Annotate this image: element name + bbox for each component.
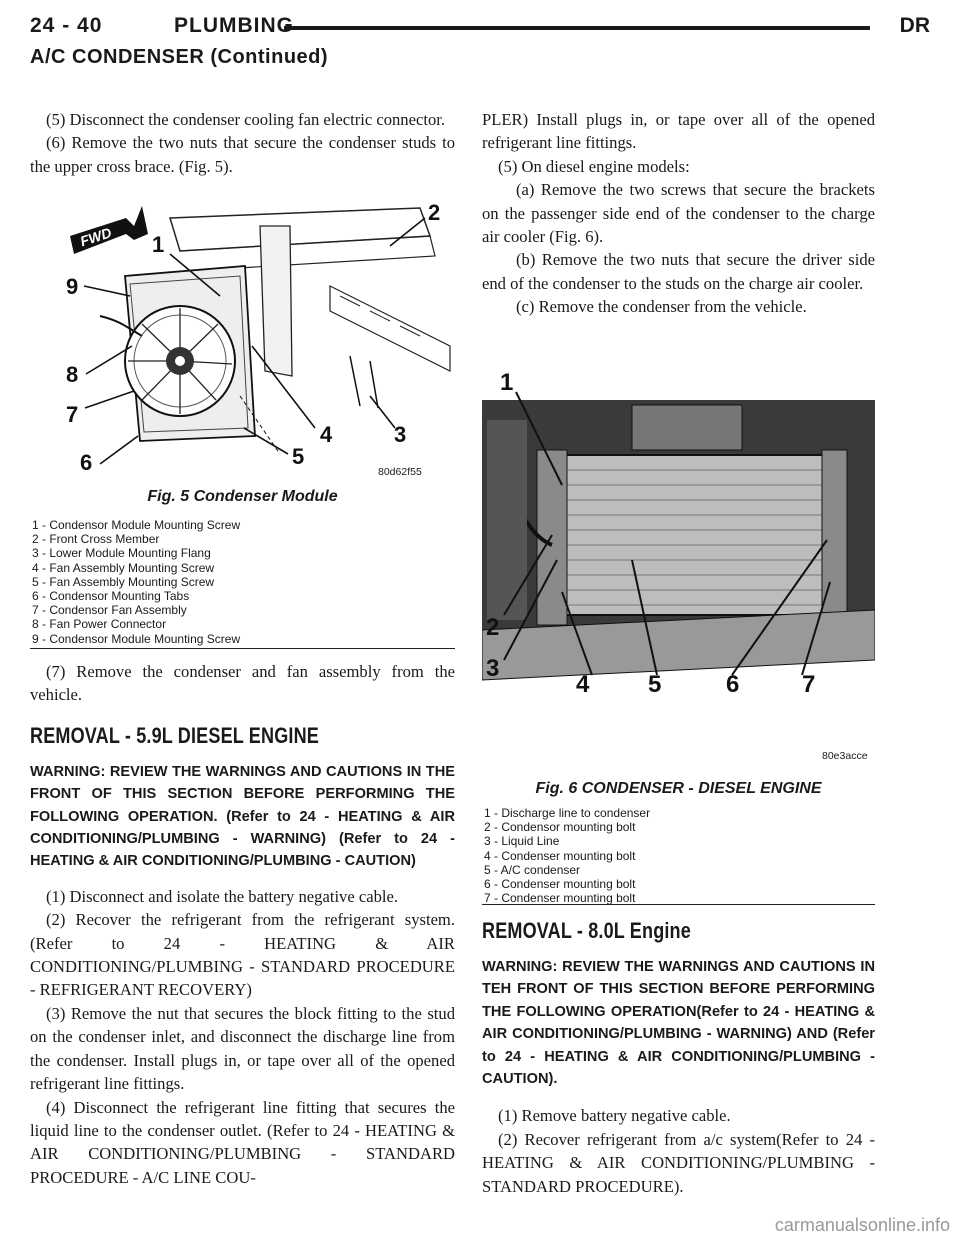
fig6-legend-item: 2 - Condensor mounting bolt [484,820,636,835]
step-5c: (c) Remove the condenser from the vehicle. [516,297,807,317]
fig6-legend-item: 6 - Condenser mounting bolt [484,877,636,892]
para-6: (6) Remove the two nuts that secure the condenser studs to the upper cross brace. (Fig. 5). [30,133,455,176]
left-lower-text [30,660,455,1189]
fig6-callout-2: 2 [486,614,500,641]
fig5-callout-5: 5 [292,444,305,469]
page-number: 24 - 40 [30,14,103,37]
fig5-caption: Fig. 5 Condenser Module [147,488,338,505]
step-5: (5) On diesel engine models: [498,156,690,176]
fig6-legend-item: 4 - Condenser mounting bolt [484,848,636,863]
step-3-diesel: (3) Remove the nut that secures the block fitting to the stud on the condenser inlet, and disconnect the discharge line from the condenser. Install plugs in, or tape over all of the opened refrigerant line fittings. [30,1003,455,1094]
fig5-bottom-rule [30,648,455,649]
continued-title: A/C CONDENSER (Continued) [30,46,329,68]
figure-6 [482,360,875,905]
left-top-text [30,108,455,178]
fig6-code: 80e3acce [822,750,868,762]
fig6-bottom-rule [482,904,875,905]
fig5-legend-item: 8 - Fan Power Connector [32,617,167,632]
warning-diesel: WARNING: REVIEW THE WARNINGS AND CAUTIONS IN THE FRONT OF THIS SECTION BEFORE PERFORMING THE FOLLOWING OPERATION. (Refer to 24 - HEATING & AIR CONDITIONING/PLUMBING - WARNING) (Refer to 24 - HEATING & AIR CONDITIONING/PLUMBING - CAUTION) [30,763,455,870]
fig5-callout-7: 7 [66,402,79,427]
step-4-diesel: (4) Disconnect the refrigerant line fitting that secures the liquid line to the condenser outlet. (Refer to 24 - HEATING & AIR CONDITIONING/PLUMBING - STANDARD PROCEDURE - A/C LINE COU- [30,1097,455,1187]
right-lower-text [482,918,875,1198]
fig6-callout-4: 4 [576,671,590,698]
step-5b: (b) Remove the two nuts that secure the driver side end of the condenser to the studs on the charge air cooler. [482,250,875,293]
step-2-8l: (2) Recover refrigerant from a/c system(Refer to 24 - HEATING & AIR CONDITIONING/PLUMBING - STANDARD PROCEDURE). [482,1129,875,1196]
fig5-callout-6: 6 [80,450,93,475]
page-header [30,14,930,50]
figure-5 [30,196,455,651]
fig5-legend-item: 5 - Fan Assembly Mounting Screw [32,574,215,589]
para-7: (7) Remove the condenser and fan assembly from the vehicle. [30,662,455,705]
diesel-condenser-photo [482,360,875,740]
fig6-legend-item: 7 - Condenser mounting bolt [484,891,636,906]
fig5-legend-item: 3 - Lower Module Mounting Flang [32,546,211,561]
heading-removal-diesel: REMOVAL - 5.9L DIESEL ENGINE [30,722,319,748]
fig6-legend-item: 5 - A/C condenser [484,862,581,877]
fig6-legend-item: 3 - Liquid Line [484,834,560,849]
fig5-legend-item: 2 - Front Cross Member [32,532,160,547]
para-5: (5) Disconnect the condenser cooling fan electric connector. [46,110,446,129]
step-1-8l: (1) Remove battery negative cable. [498,1106,731,1126]
fig6-callout-3: 3 [486,655,500,682]
step-5a: (a) Remove the two screws that secure the brackets on the passenger side end of the condenser to the charge air cooler (Fig. 6). [482,180,875,247]
fig6-caption: Fig. 6 CONDENSER - DIESEL ENGINE [535,780,822,797]
step-1-diesel: (1) Disconnect and isolate the battery negative cable. [46,886,399,906]
fig6-callout-5: 5 [648,671,662,698]
fig5-code: 80d62f55 [378,466,422,478]
fig5-callout-9: 9 [66,274,79,299]
fig6-callout-6: 6 [726,671,740,698]
fig6-legend [484,806,874,905]
fig5-callout-2: 2 [428,200,441,225]
section-title: PLUMBING [174,14,294,37]
fig5-legend-item: 1 - Condensor Module Mounting Screw [32,518,241,532]
model-code: DR [899,14,930,37]
fwd-label: FWD [78,224,114,250]
fig5-legend-item: 4 - Fan Assembly Mounting Screw [32,560,215,575]
fig5-callout-3: 3 [394,422,407,447]
fig5-legend-item: 6 - Condensor Mounting Tabs [32,589,190,604]
warning-8l: WARNING: REVIEW THE WARNINGS AND CAUTIONS IN TEH FRONT OF THIS SECTION BEFORE PERFORMING THE FOLLOWING OPERATION(Refer to 24 - HEATING & AIR CONDITIONING/PLUMBING - WARNING) AND (Refer to 24 - HEATING & AIR CONDITIONING/PLUMBING - CAUTION). [482,959,875,1088]
right-top-text [482,108,875,319]
step-4-continued: PLER) Install plugs in, or tape over all of the opened refrigerant line fittings. [482,110,875,153]
fwd-arrow-icon [70,206,148,254]
fig5-legend [32,518,452,646]
step-2-diesel: (2) Recover the refrigerant from the refrigerant system. (Refer to 24 - HEATING & AIR CONDITIONING/PLUMBING - STANDARD PROCEDURE - REFRIGERANT RECOVERY) [30,910,455,1000]
fig6-callout-1: 1 [500,369,514,396]
watermark: carmanualsonline.info [774,1215,950,1235]
fig6-callout-7: 7 [802,671,816,698]
heading-removal-8l: REMOVAL - 8.0L Engine [482,918,691,943]
fig5-legend-item: 9 - Condensor Module Mounting Screw [32,631,241,646]
header-rule [284,26,870,30]
fig5-callout-4: 4 [320,422,333,447]
condenser-module-illustration [30,196,455,476]
fig5-callout-1: 1 [152,232,165,257]
fig5-legend-item: 7 - Condensor Fan Assembly [32,603,187,618]
fig5-callout-8: 8 [66,362,79,387]
fig6-legend-item: 1 - Discharge line to condenser [484,806,651,820]
